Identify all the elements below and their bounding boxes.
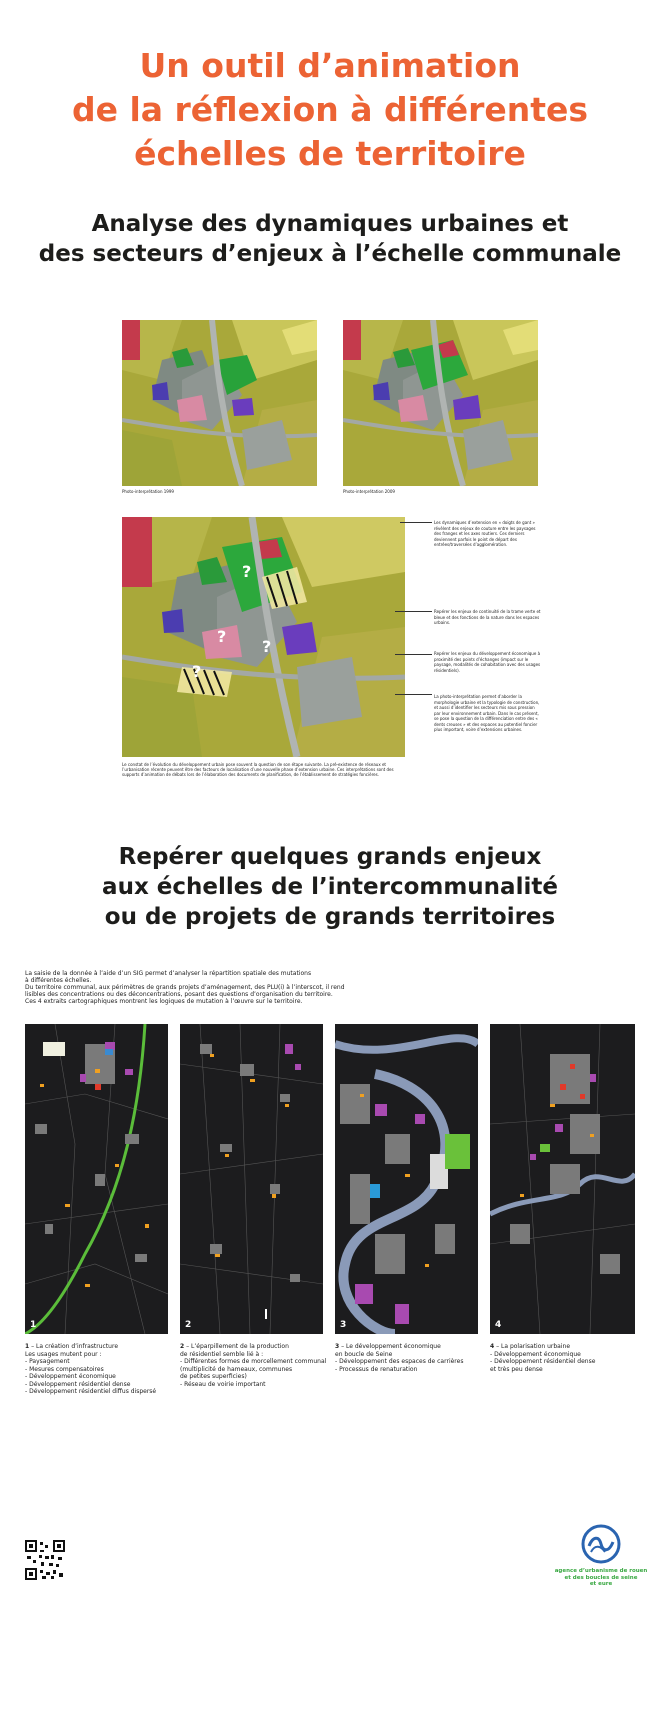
qr-code[interactable] xyxy=(25,1540,65,1580)
section1-title-line-1: Analyse des dynamiques urbaines et xyxy=(91,211,569,237)
section2-title xyxy=(0,842,660,932)
svg-text:?: ? xyxy=(217,627,227,646)
map-2-legend-line-2: - Différentes formes de morcellement communal xyxy=(180,1358,327,1365)
map-4-legend-line-2: - Développement résidentiel dense xyxy=(490,1358,596,1365)
map-2-legend-line-1: de résidentiel semble lié à : xyxy=(180,1350,264,1358)
logo-text-line-1: agence d’urbanisme de rouen xyxy=(554,1568,648,1574)
logo-text xyxy=(553,1568,649,1588)
map-3-number: 3 xyxy=(340,1320,347,1330)
main-title-line-2: de la réflexion à différentes xyxy=(71,90,589,129)
section1-bottom-caption: Le constat de l’évolution du développement urbain pose souvent la question de son étape suivante. La pré-existence de réseaux et l’urbanisation récente peuvent être des facteurs de localisation d’une nouvelle phase d’extension urbaine. Ces interprétations sont des supports d’animation de débats lors de l’élaboration des documents de planification, de l’établissement de stratégies foncières. xyxy=(122,762,394,777)
note-4: La photo-interprétation permet d’aborder la morphologie urbaine et la typologie de construction, et aussi d’identifier les secteurs mis sous pression par leur environnement urbain. Dans le cas présent, se pose la question de la différenciation entre des « dents creuses » et des espaces au potentiel foncier plus important, voire d’extensions urbaines. xyxy=(434,694,540,732)
map-1-legend-line-2: - Paysagement xyxy=(25,1358,70,1365)
intro-line-2: à différentes échelles. xyxy=(25,977,92,984)
map-3 xyxy=(335,1024,478,1334)
section2-title-line-1: Repérer quelques grands enjeux xyxy=(118,844,542,870)
note-1: Les dynamiques d’extension en « doigts de gant » révèlent des enjeux de couture entre les paysages des franges et les axes routiers. Ces derniers deviennent parfois le point de départ des entrées/traversées d’agglomération. xyxy=(434,520,536,547)
map-3-legend-title: Le développement économique xyxy=(346,1343,441,1350)
section1-title xyxy=(0,209,660,269)
map-2-legend: 2 – L’éparpillement de la production de résidentiel semble lié à : - Différentes formes de morcellement communal (multiplicité de hameaux, communes de petites superficies) - Réseau de voirie important xyxy=(180,1343,330,1388)
agency-logo[interactable] xyxy=(553,1524,649,1594)
map-2-legend-line-5: - Réseau de voirie important xyxy=(180,1380,266,1388)
map-1-legend-line-5: - Développement résidentiel dense xyxy=(25,1380,131,1388)
aerial-photo-2009 xyxy=(343,320,538,486)
map-1 xyxy=(25,1024,168,1334)
map-3-legend-line-1: en boucle de Seine xyxy=(335,1350,393,1358)
map-2-legend-line-4: de petites superficies) xyxy=(180,1373,247,1380)
map-4-legend-line-1: - Développement économique xyxy=(490,1350,581,1358)
main-title-line-1: Un outil d’animation xyxy=(139,46,521,85)
photo-2009-caption: Photo-interprétation 2009 xyxy=(343,489,395,494)
map-4-legend-num: 4 xyxy=(490,1343,495,1350)
map-4 xyxy=(490,1024,635,1334)
intro-line-4: lisibles des concentrations ou des déconcentrations, posant des questions d’organisation du territoire. xyxy=(25,991,333,998)
map-1-legend-line-6: - Développement résidentiel diffus dispersé xyxy=(25,1388,157,1395)
map-2-legend-title: L’éparpillement de la production xyxy=(191,1343,289,1350)
logo-mark-icon xyxy=(553,1524,649,1564)
map-4-legend-line-3: et très peu dense xyxy=(490,1365,543,1373)
intro-line-1: La saisie de la donnée à l’aide d’un SIG permet d’analyser la répartition spatiale des mutations xyxy=(25,970,312,977)
main-title-line-3: échelles de territoire xyxy=(134,134,526,173)
svg-text:?: ? xyxy=(262,637,272,656)
map-3-legend-line-2: - Développement des espaces de carrières xyxy=(335,1358,464,1365)
map-1-legend-line-1: Les usages mutent pour : xyxy=(25,1350,102,1358)
section2-intro xyxy=(25,970,405,1005)
map-1-legend-title: La création d’infrastructure xyxy=(36,1343,119,1350)
intro-line-5: Ces 4 extraits cartographiques montrent les logiques de mutation à l’œuvre sur le territoire. xyxy=(25,998,303,1005)
logo-text-line-3: et eure xyxy=(589,1581,613,1587)
main-title xyxy=(0,44,660,176)
note-2: Repérer les enjeux de continuité de la trame verte et bleue et des fonctions de la nature dans les espaces urbains. xyxy=(434,609,541,625)
aerial-photo-annotated xyxy=(122,517,405,757)
photo-1999-caption: Photo-interprétation 1999 xyxy=(122,489,174,494)
map-4-number: 4 xyxy=(495,1320,502,1330)
map-2-legend-num: 2 xyxy=(180,1343,185,1350)
map-2 xyxy=(180,1024,323,1334)
map-3-legend-num: 3 xyxy=(335,1343,340,1350)
note-3: Repérer les enjeux du développement économique à proximité des points d’échanges (impact sur le paysage, modalités de cohabitation avec des usages résidentiels). xyxy=(434,651,541,673)
map-1-number: 1 xyxy=(30,1320,37,1330)
section1-title-line-2: des secteurs d’enjeux à l’échelle communale xyxy=(38,241,622,267)
svg-text:?: ? xyxy=(242,562,252,581)
map-1-legend-line-3: - Mesures compensatoires xyxy=(25,1365,104,1373)
logo-text-line-2: et des boucles de seine xyxy=(564,1574,638,1581)
map-3-legend-line-3: - Processus de renaturation xyxy=(335,1365,418,1373)
map-1-legend-line-4: - Développement économique xyxy=(25,1373,116,1380)
map-1-legend-num: 1 xyxy=(25,1343,30,1350)
section2-title-line-2: aux échelles de l’intercommunalité xyxy=(102,874,558,900)
map-2-number: 2 xyxy=(185,1320,192,1330)
section2-title-line-3: ou de projets de grands territoires xyxy=(104,904,556,930)
map-4-legend-title: La polarisation urbaine xyxy=(501,1343,571,1350)
intro-line-3: Du territoire communal, aux périmètres de grands projets d’aménagement, des PLU(i) à l’interscot, il rend xyxy=(25,984,345,991)
map-3-legend: 3 – Le développement économique en boucle de Seine - Développement des espaces de carrières - Processus de renaturation xyxy=(335,1343,475,1373)
map-2-legend-line-3: (multiplicité de hameaux, communes xyxy=(180,1365,293,1373)
svg-text:?: ? xyxy=(192,662,202,681)
aerial-photo-1999 xyxy=(122,320,317,486)
map-4-legend: 4 – La polarisation urbaine - Développement économique - Développement résidentiel dense et très peu dense xyxy=(490,1343,630,1373)
map-1-legend: 1 – La création d’infrastructure Les usages mutent pour : - Paysagement - Mesures compensatoires - Développement économique - Développement résidentiel dense - Développement résidentiel diffus dispersé xyxy=(25,1343,165,1396)
